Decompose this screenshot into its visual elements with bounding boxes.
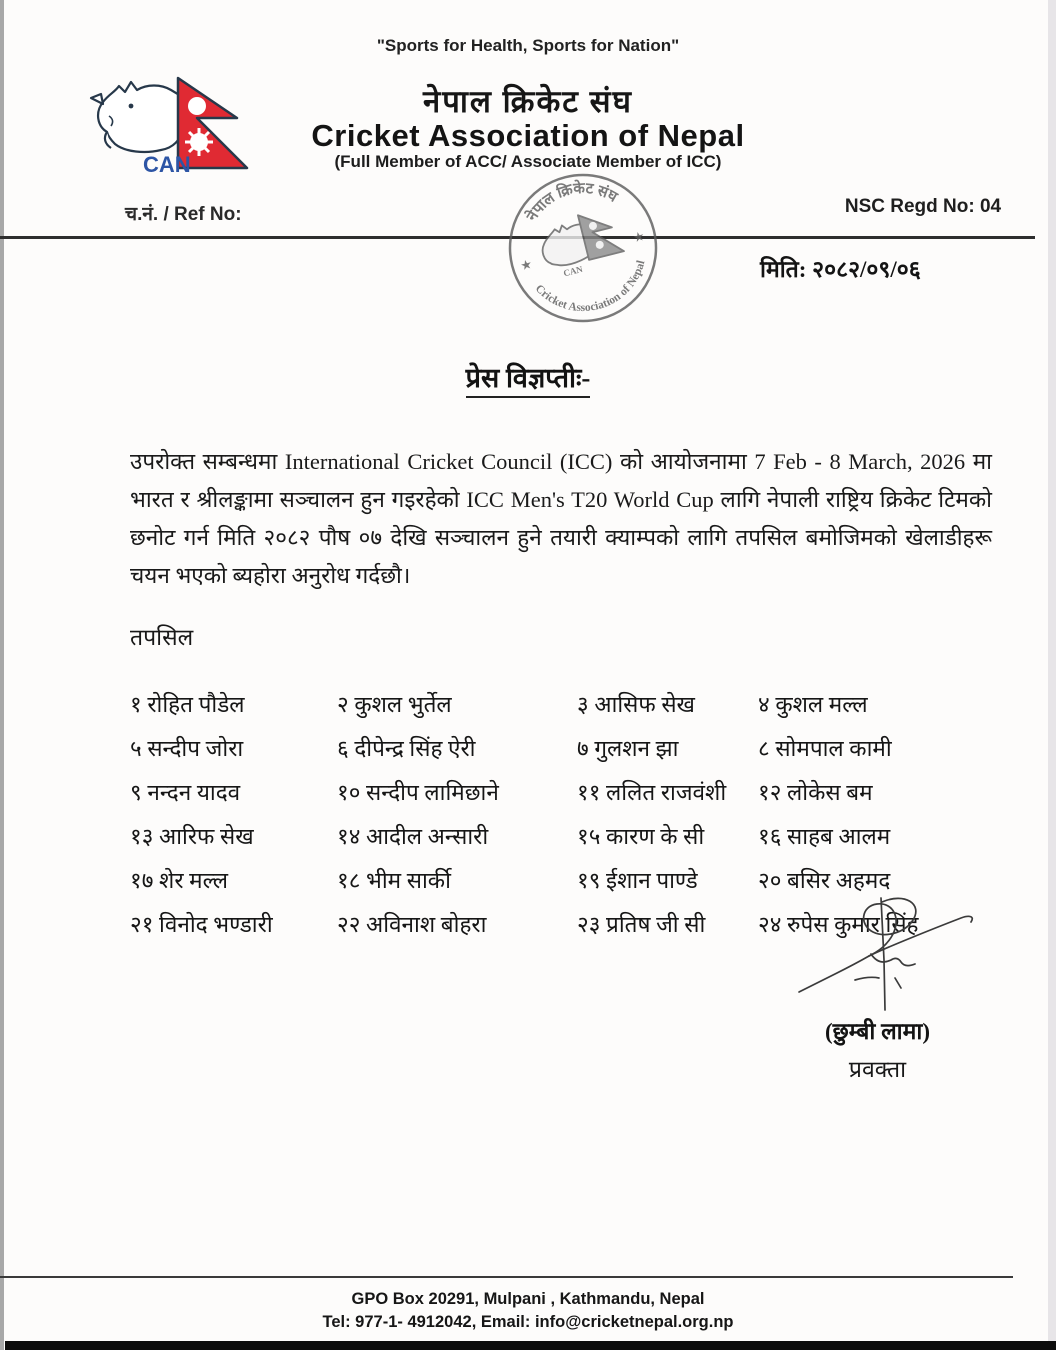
player-item: ५ सन्दीप जोरा <box>130 736 244 761</box>
player-item: १५ कारण के सी <box>577 824 705 849</box>
player-item: १७ शेर मल्ल <box>130 868 229 893</box>
office-stamp <box>480 145 686 351</box>
list-heading: तपसिल <box>130 625 194 650</box>
ref-no-label: च.नं. / Ref No: <box>125 204 242 225</box>
svg-text:★: ★ <box>631 227 647 246</box>
membership-line: (Full Member of ACC/ Associate Member of ICC) <box>334 152 722 171</box>
player-item: १३ आरिफ सेख <box>130 824 254 849</box>
player-item: ६ दीपेन्द्र सिंह ऐरी <box>337 736 476 761</box>
press-release-title: प्रेस विज्ञप्तीः- <box>0 358 1056 395</box>
scan-bottom-bar <box>5 1341 1056 1350</box>
stamp-top-text: नेपाल क्रिकेट संघ <box>524 180 620 225</box>
player-item: ८ सोमपाल कामी <box>758 736 892 761</box>
player-item: २ कुशल भुर्तेल <box>337 692 452 717</box>
body-paragraph: उपरोक्त सम्बन्धमा International Cricket Council (ICC) को आयोजनामा 7 Feb - 8 March, 2026 मा भारत र श्रीलङ्कामा सञ्चालन हुन गइरहेको ICC Men's T20 World Cup लागि नेपाली राष्ट्रिय क्रिकेट टिमको छनोट गर्न मिति २०८२ पौष ०७ देखि सञ्चालन हुने तयारी क्याम्पको लागि तपसिल बमोजिमको खेलाडीहरू चयन भएको ब्यहोरा अनुरोध गर्दछौ। <box>130 449 992 588</box>
player-item: २४ रुपेस कुमार सिंह <box>758 912 919 937</box>
player-item: ७ गुलशन झा <box>577 736 679 761</box>
org-name-nepali: नेपाल क्रिकेट संघ <box>423 84 633 119</box>
player-item: १४ आदील अन्सारी <box>337 824 489 849</box>
signatory-title: प्रवक्ता <box>848 1057 907 1082</box>
player-item: २२ अविनाश बोहरा <box>337 912 487 937</box>
footer-divider <box>0 1276 1013 1278</box>
footer-address: GPO Box 20291, Mulpani , Kathmandu, Nepal <box>351 1290 705 1308</box>
signature-scribble <box>785 890 995 1025</box>
player-item: ९ नन्दन यादव <box>130 780 241 805</box>
player-item: २१ विनोद भण्डारी <box>130 912 273 937</box>
player-item: ४ कुशल मल्ल <box>758 692 868 717</box>
org-name-english: Cricket Association of Nepal <box>311 118 745 153</box>
nsc-regd-no: NSC Regd No: 04 <box>844 196 1002 217</box>
logo-can-text: CAN <box>143 152 191 177</box>
date-line: मिति: २०८२/०९/०६ <box>760 257 921 282</box>
svg-text:CAN: CAN <box>562 263 584 279</box>
slogan: "Sports for Health, Sports for Nation" <box>376 36 680 55</box>
footer <box>0 1288 1056 1334</box>
player-item: १६ साहब आलम <box>758 824 891 849</box>
svg-text:★: ★ <box>518 256 534 274</box>
scan-left-edge <box>0 0 4 1350</box>
player-item: १ रोहित पौडेल <box>130 692 245 717</box>
player-item: १० सन्दीप लामिछाने <box>337 780 499 805</box>
player-item: ३ आसिफ सेख <box>577 692 695 717</box>
player-item: १२ लोकेस बम <box>758 780 873 805</box>
player-item: २३ प्रतिष जी सी <box>577 912 706 937</box>
player-item: ११ ललित राजवंशी <box>577 780 727 805</box>
signatory-name: (छुम्बी लामा) <box>824 1019 931 1044</box>
footer-contact: Tel: 977-1- 4912042, Email: info@cricketnepal.org.np <box>322 1313 734 1331</box>
player-item: २० बसिर अहमद <box>758 868 891 893</box>
player-item: १९ ईशान पाण्डे <box>577 868 698 893</box>
stamp-bottom-text: Cricket Association of Nepal <box>532 259 648 315</box>
player-item: १८ भीम सार्की <box>337 868 451 893</box>
